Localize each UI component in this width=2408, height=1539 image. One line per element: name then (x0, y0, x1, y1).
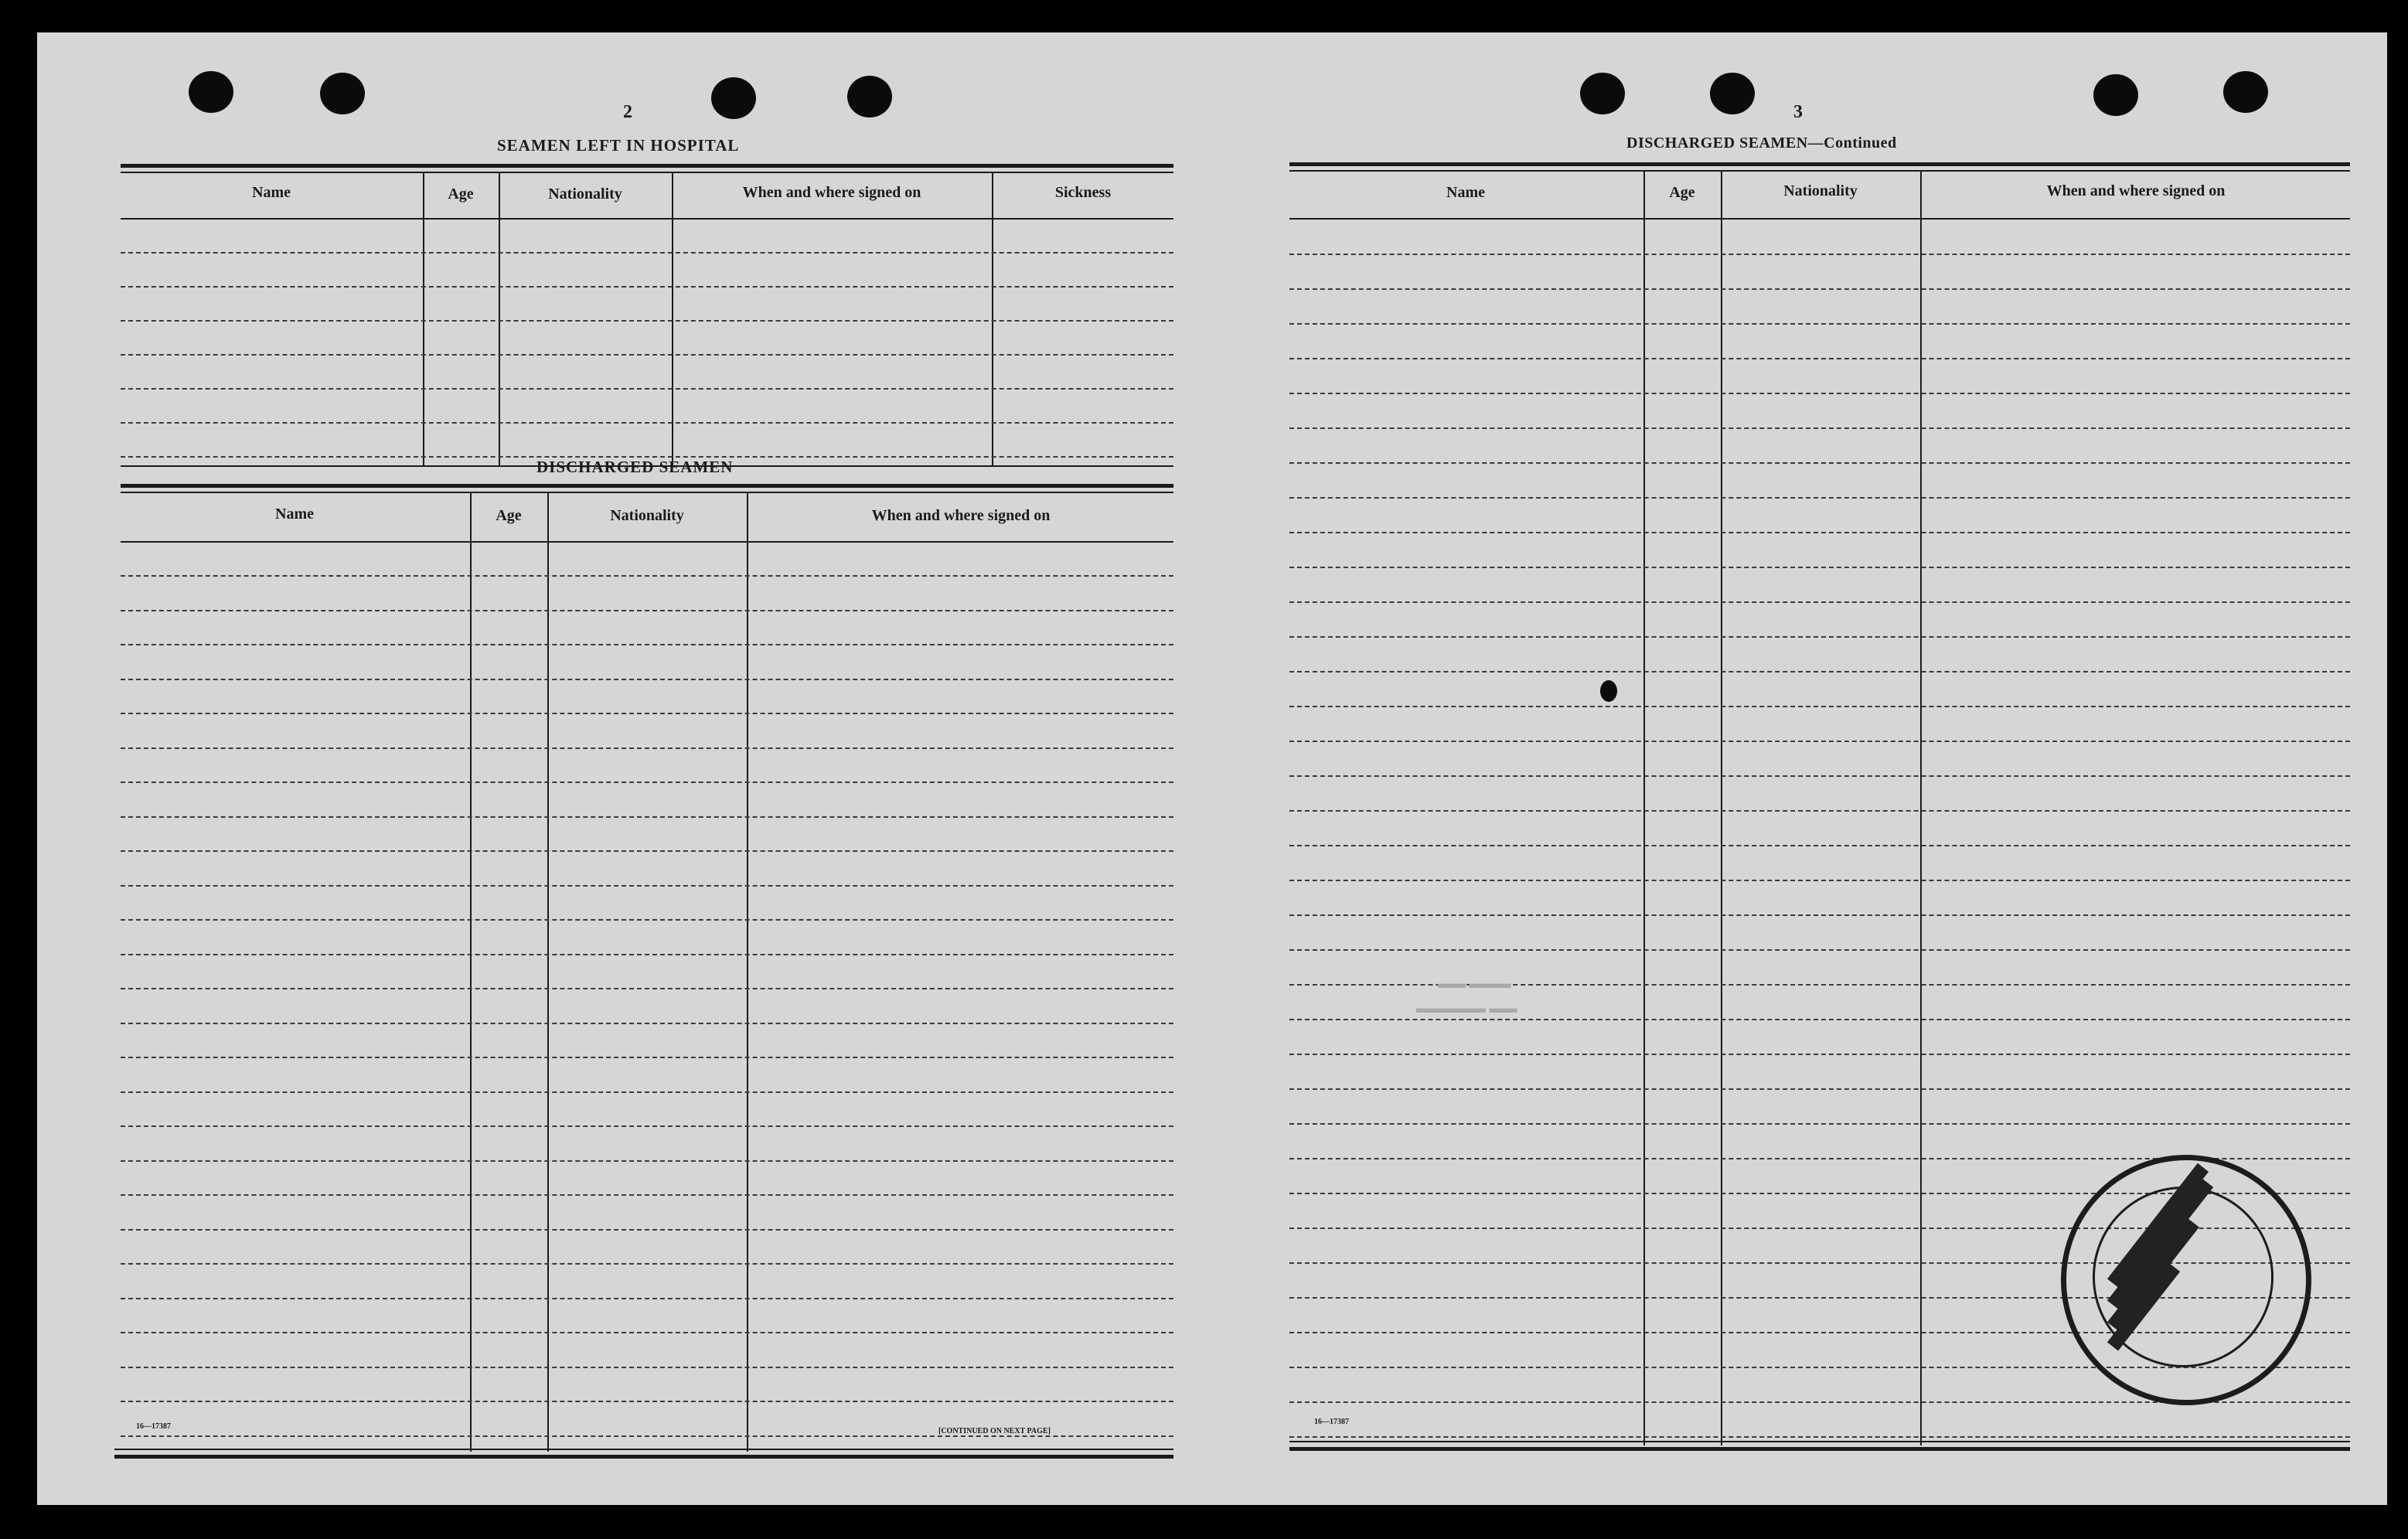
continued-top-rule (1289, 162, 2350, 166)
ruled-row-line (121, 286, 1173, 288)
ruled-row-line (1289, 880, 2350, 881)
right-page-number: 3 (1793, 102, 1803, 122)
ruled-row-line (121, 1298, 1173, 1299)
ruled-row-line (1289, 671, 2350, 672)
ruled-row-line (1289, 323, 2350, 325)
discharged-bottom-rule (114, 1449, 1173, 1450)
ruled-row-line (1289, 427, 2350, 429)
hospital-header-name: Name (252, 184, 291, 201)
ruled-row-line (121, 1160, 1173, 1162)
hospital-top-rule (121, 164, 1173, 168)
continued-header-rule (1289, 218, 2350, 220)
ruled-row-line (121, 1194, 1173, 1196)
continued-top-rule-thin (1289, 170, 2350, 172)
ruled-row-line (1289, 567, 2350, 568)
ruled-row-line (1289, 1436, 2350, 1438)
column-divider (747, 493, 748, 1452)
hospital-header-age: Age (448, 186, 474, 203)
ruled-row-line (1289, 845, 2350, 846)
ruled-row-line (121, 1332, 1173, 1333)
left-form-number: 16—17387 (136, 1422, 171, 1431)
discharged-header-signed-on: When and where signed on (871, 507, 1051, 524)
ruled-row-line (1289, 358, 2350, 359)
ruled-row-line (121, 575, 1173, 577)
ruled-row-line (121, 644, 1173, 645)
ruled-row-line (121, 1367, 1173, 1368)
ruled-row-line (121, 781, 1173, 783)
discharged-table-title: DISCHARGED SEAMEN (536, 458, 734, 476)
continued-header-nationality: Nationality (1783, 182, 1858, 199)
ruled-row-line (121, 1401, 1173, 1402)
ruled-row-line (1289, 775, 2350, 777)
ruled-row-line (1289, 810, 2350, 812)
ruled-row-line (1289, 1054, 2350, 1055)
ruled-row-line (121, 885, 1173, 887)
punch-hole (711, 77, 756, 119)
ruled-row-line (1289, 706, 2350, 707)
ruled-row-line (1289, 1019, 2350, 1020)
bleed-through-mark: ▬▬ ▬▬▬▬▬ (1416, 1000, 1517, 1016)
punch-hole (2223, 71, 2268, 113)
ruled-row-line (121, 1125, 1173, 1127)
ruled-row-line (121, 988, 1173, 989)
hospital-table-title: SEAMEN LEFT IN HOSPITAL (497, 136, 740, 155)
punch-hole (1580, 73, 1625, 114)
document-sheet (37, 32, 2387, 1505)
ruled-row-line (1289, 949, 2350, 951)
ruled-row-line (1289, 288, 2350, 290)
discharged-top-rule-thin (121, 492, 1173, 493)
ruled-row-line (121, 1263, 1173, 1265)
discharged-header-name: Name (275, 506, 314, 523)
ruled-row-line (121, 320, 1173, 322)
ruled-row-line (121, 1229, 1173, 1231)
punch-hole (1600, 680, 1617, 702)
ruled-row-line (1289, 636, 2350, 638)
ruled-row-line (121, 422, 1173, 424)
ruled-row-line (1289, 601, 2350, 603)
ruled-row-line (121, 919, 1173, 921)
hospital-header-rule (121, 218, 1173, 220)
ruled-row-line (1289, 254, 2350, 255)
ruled-row-line (121, 354, 1173, 356)
ruled-row-line (121, 1091, 1173, 1093)
discharged-header-age: Age (496, 507, 522, 524)
continued-note: [CONTINUED ON NEXT PAGE] (938, 1427, 1051, 1435)
punch-hole (189, 71, 233, 113)
ruled-row-line (1289, 1088, 2350, 1090)
ruled-row-line (121, 747, 1173, 749)
ruled-row-line (1289, 532, 2350, 533)
continued-header-signed-on: When and where signed on (2046, 182, 2226, 199)
ruled-row-line (121, 816, 1173, 818)
punch-hole (847, 76, 892, 117)
ruled-row-line (1289, 497, 2350, 499)
column-divider (1721, 172, 1722, 1445)
ruled-row-line (121, 850, 1173, 852)
ruled-row-line (1289, 393, 2350, 394)
ruled-row-line (121, 388, 1173, 390)
ruled-row-line (121, 1057, 1173, 1058)
punch-hole (1710, 73, 1755, 114)
left-page-number: 2 (623, 102, 632, 122)
column-divider (547, 493, 549, 1452)
punch-hole (2093, 74, 2138, 116)
discharged-header-rule (121, 541, 1173, 543)
column-divider (1643, 172, 1645, 1445)
ruled-row-line (121, 679, 1173, 680)
bleed-through-mark: ▬▬▬ ▬▬ (1438, 975, 1511, 991)
ruled-row-line (1289, 914, 2350, 916)
continued-header-age: Age (1669, 184, 1695, 201)
punch-hole (320, 73, 365, 114)
hospital-header-signed-on: When and where signed on (742, 184, 921, 201)
ruled-row-line (121, 252, 1173, 254)
column-divider (470, 493, 472, 1452)
hospital-header-nationality: Nationality (548, 186, 622, 203)
ruled-row-line (121, 713, 1173, 714)
discharged-bottom-rule-thick (114, 1455, 1173, 1459)
ruled-row-line (121, 610, 1173, 611)
ruled-row-line (1289, 1123, 2350, 1125)
hospital-top-rule-thin (121, 172, 1173, 173)
ruled-row-line (1289, 462, 2350, 464)
hospital-header-sickness: Sickness (1054, 184, 1112, 201)
discharged-header-nationality: Nationality (610, 507, 684, 524)
continued-header-name: Name (1446, 184, 1485, 201)
right-form-number: 16—17387 (1314, 1418, 1349, 1426)
date-stamp (2061, 1155, 2311, 1405)
ruled-row-line (1289, 741, 2350, 742)
ruled-row-line (121, 954, 1173, 955)
column-divider (1920, 172, 1922, 1445)
ruled-row-line (121, 1023, 1173, 1024)
discharged-top-rule (121, 484, 1173, 488)
continued-bottom-rule (1289, 1441, 2350, 1442)
continued-bottom-rule-thick (1289, 1447, 2350, 1451)
discharged-continued-title: DISCHARGED SEAMEN—Continued (1626, 134, 1897, 152)
